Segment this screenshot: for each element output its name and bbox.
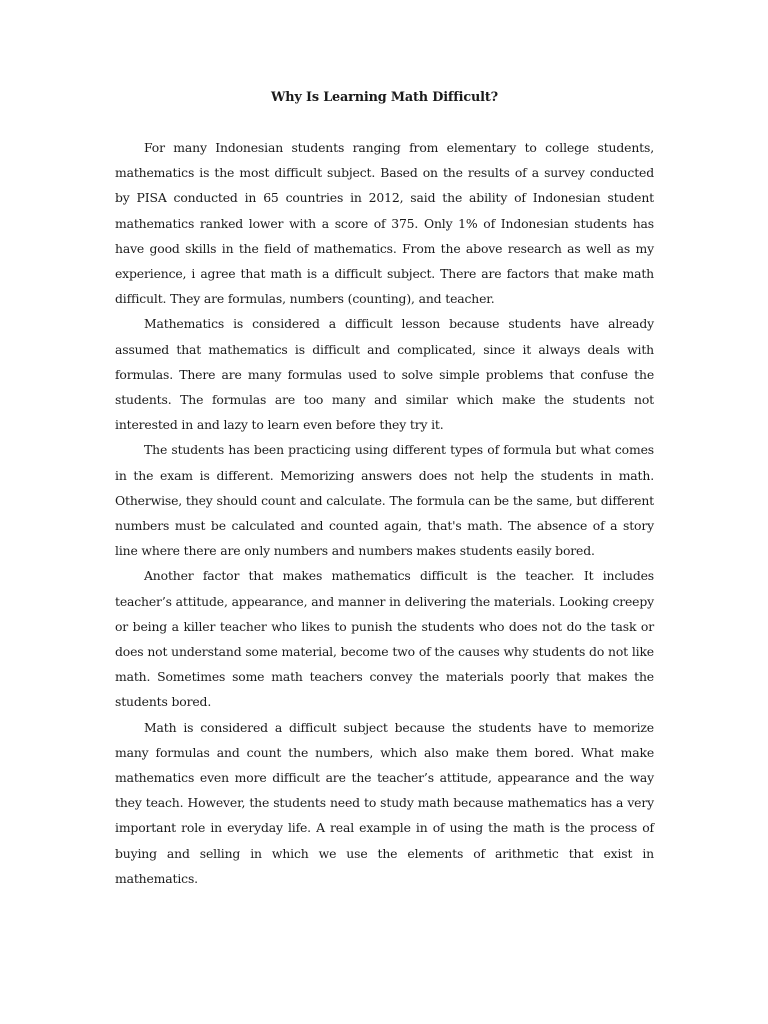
paragraph-1: For many Indonesian students ranging from elementary to college students, mathematics is the most difficult subject. Based on the results of a survey conducted by PISA conducted in 65 countries in 2012, said the ability of Indonesian student mathematics ranked lower with a score of 375. Only 1% of Indonesian students has have good skills in the field of mathematics. From the above research as well as my experience, i agree that math is a difficult subject. There are factors that make math difficult. They are formulas, numbers (counting), and teacher.: [115, 140, 654, 307]
paragraph-3: The students has been practicing using different types of formula but what comes in the exam is different. Memorizing answers does not help the students in math. Otherwise, they should count and calculate. The formula can be the same, but different numbers must be calculated and counted again, that's math. The absence of a story line where there are only numbers and numbers makes students easily bored.: [115, 442, 654, 559]
paragraph-2: Mathematics is considered a difficult lesson because students have already assumed that mathematics is difficult and complicated, since it always deals with formulas. There are many formulas used to solve simple problems that confuse the students. The formulas are too many and similar which make the students not interested in and lazy to learn even before they try it.: [115, 316, 654, 433]
paragraph-4: Another factor that makes mathematics difficult is the teacher. It includes teacher’s attitude, appearance, and manner in delivering the materials. Looking creepy or being a killer teacher who likes to punish the students who does not do the task or does not understand some material, become two of the causes why students do not like math. Sometimes some math teachers convey the materials poorly that makes the students bored.: [115, 568, 654, 710]
paragraph-5: Math is considered a difficult subject because the students have to memorize many formulas and count the numbers, which also make them bored. What make mathematics even more difficult are the teacher’s attitude, appearance and the way they teach. However, the students need to study math because mathematics has a very important role in everyday life. A real example in of using the math is the process of buying and selling in which we use the elements of arithmetic that exist in mathematics.: [115, 719, 654, 886]
document-title: Why Is Learning Math Difficult?: [271, 90, 498, 105]
document-body: [115, 89, 654, 891]
